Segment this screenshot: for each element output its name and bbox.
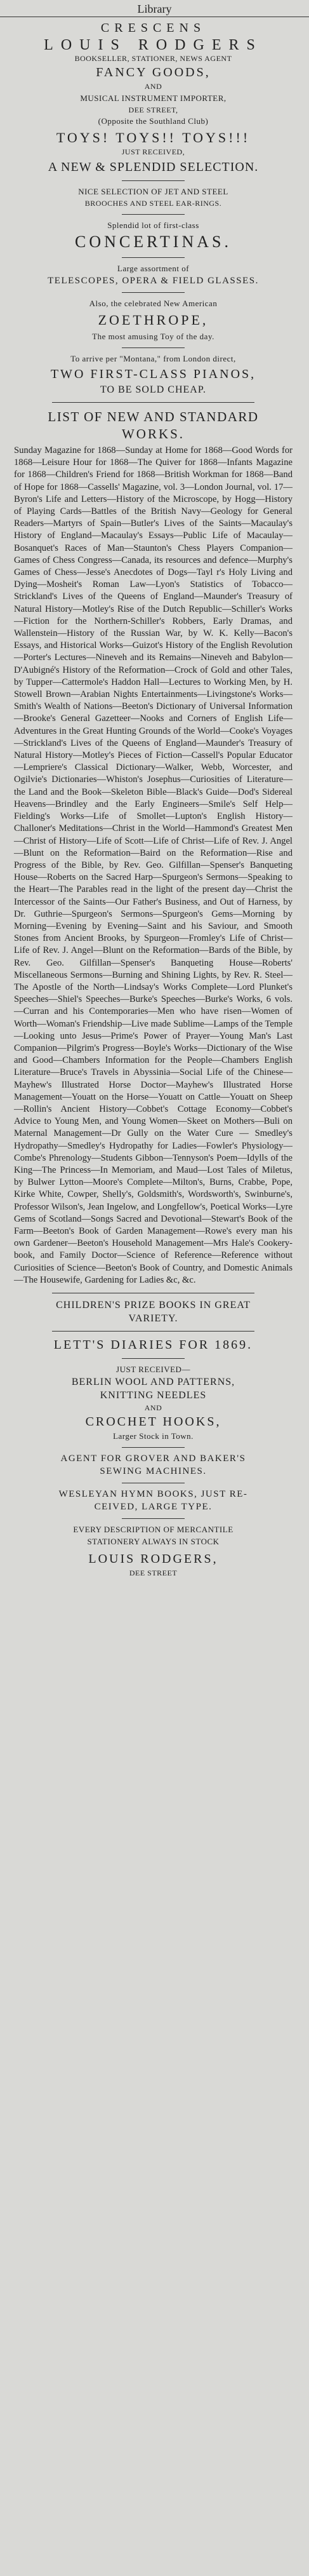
divider <box>122 257 185 258</box>
advertiser-trades: BOOKSELLER, STATIONER, NEWS AGENT <box>74 54 232 63</box>
works-title-line-1: LIST OF NEW AND STANDARD <box>48 409 259 424</box>
hymn-books-line-1: WESLEYAN HYMN BOOKS, JUST RE- <box>58 1489 248 1500</box>
footer-street: DEE STREET <box>129 1568 178 1578</box>
jet-steel-line-2: BROOCHES AND STEEL EAR-RINGS. <box>84 199 222 208</box>
new-selection-heading: A NEW & SPLENDID SELECTION. <box>48 160 259 174</box>
divider <box>122 214 185 215</box>
fancy-goods-heading: FANCY GOODS, <box>96 65 211 79</box>
knitting-needles-heading: KNITTING NEEDLES <box>100 1390 207 1401</box>
crescens-heading: CRESCENS <box>100 21 206 35</box>
works-list: Sunday Magazine for 1868—Sunday at Home for 1868—Good Words for 1868—Leisure Hour for 1868—The Quiver for 1868—Infants Magazine for 1868—Children's Friend for 1868—British Workman for 1868—Band of Hope for 1868—Cassells' Magazine, vol. 3—London Journal, vol. 17—Byron's Life and Letters—History of the Microscope, by Hogg—History of Playing Cards—Battles of the British Navy—Geology for General Readers—Martyrs of Spain—Butler's Lives of the Saints—Macaulay's History of England—Macaulay's Essays—Public Life of Macaulay—Bosanquet's Races of Man—Staunton's Chess Players Companion—Games of Chess Congress—Canada, its resources and defence—Murphy's Games of Chess—Jesse's Anecdotes of Dogs—Tayl r's Holy Living and Dying—Mosheit's Roman Law—Lyon's Statistics of Tobacco—Strickland's Lives of the Queens of England—Maunder's Treasury of Natural History—Motley's Rise of the Dutch Republic—Schiller's Works—Fiction for the Northern-Schiller's Robbers, Early Dramas, and Wallenstein—History of the Russian War, by W. K. Kelly—Bacon's Essays, and Historical Works—Guizot's History of the English Revolution—Porter's Lectures—Nineveh and its Remains—Nineveh and Babylon—D'Aubigné's History of the Reformation—Crock of Gold and other Tales, by Tupper—Cattermole's Haddon Hall—Lectures to Working Men, by H. Stowell Brown—Arabian Nights Entertainments—Livingstone's Works—Smith's Wealth of Nations—Beeton's Dictionary of Universal Information—Brooke's General Gazetteer—Nooks and Corners of English Life—Adventures in the Great Hunting Grounds of the World—Cooke's Voyages—Strickland's Lives of the Queens of England—Maunder's Treasury of Natural History—Motley's Pieces of Fiction—Cassell's Popular Educator—Lempriere's Classical Dictionary—Walker, Webb, Worcester, and Ogilvie's Dictionaries—Whiston's Josephus—Curiosities of Literature—the Land and the Book—Skeleton Bible—Black's Guide—Dod's Sidereal Heavens—Brindley and the Early Engineers—Smile's Self Help—Fielding's Works—Life of Smollet—Lupton's English History—Challoner's Meditations—Christ in the World—Hammond's Greatest Men—Christ of History—Life of Scott—Life of Christ—Life of Rev. J. Angel—Blunt on the Reformation—Baird on the Reformation—Rise and Progress of the Bible, by Rev. Geo. Gilfillan—Spenser's Banqueting House—Roberts on the Sacred Harp—Spurgeon's Sermons—Speaking to the Heart—The Parables read in the light of the present day—Christ the Intercessor of the Saints—Our Father's Business, and Out of Harness, by Dr. Guthrie—Spurgeon's Sermons—Spurgeon's Gems—Morning by Morning—Evening by Evening—Saint and his Saviour, and Smooth Stones from Ancient Brooks, by Spurgeon—Fromley's Life of Christ—Life of Rev. J. Angel—Blunt on the Reformation—Bards of the Bible, by Rev. Geo. Gilfillan—Spenser's Banqueting House—Roberts' Miscellaneous Sermons—Burning and Shining Lights, by Rev. R. Steel—The Apostle of the North—Lindsay's Works Complete—Lord Plunket's Speeches—Shiel's Speeches—Burke's Speeches—Burke's Works, 6 vols.—Curran and his Contemporaries—Men who have risen—Women of Worth—Woman's Friendship—Live made Sublime—Lamps of the Temple—Looking unto Jesus—Prime's Power of Prayer—Young Man's Last Companion—Pilgrim's Progress—Boyle's Works—Dictionary of the Wise and Good—Chambers Information for the People—Chambers English Literature—Bruce's Travels in Abyssinia—Social Life of the Chinese—Mayhew's Illustrated Horse Doctor—Mayhew's Illustrated Horse Management—Youatt on the Horse—Youatt on Cattle—Youatt on Sheep—Rollin's Ancient History—Cobbet's Cottage Economy—Cobbet's Advice to Young Men, and Young Women—Skeet on Mothers—Buli on Maternal Management—Dr Gully on the Water Cure — Smedley's Hydropathy—Smedley's Hydropathy for Ladies—Fowler's Physiology—Combe's Phrenology—Students Gibbon—Tennyson's Poem—Idylls of the King—The Princess—In Memoriam, and Maud—Lost Tales of Miletus, by Bulwer Lytton—Moore's Complete—Milton's, Burns, Crabbe, Pope, Kirke White, Cowper, Shelly's, Goldsmith's, Wordsworth's, Swinburne's, Professor Wilson's, Jean Ingelow, and Longfellow's, Poetical Works—Lyre Gems of Scotland—Songs Sacred and Devotional—Stewart's Book of the Farm—Beeton's Book of Garden Management—Rowe's every man his own Gardener—Beeton's Household Management—Mrs Hale's Cookery-book, and Family Doctor—Science of Reference—Reference without Curiosities of Science—Beeton's Book of Country, and Domestic Animals—The Housewife, Gardening for Ladies &c, &c. <box>14 445 293 1285</box>
hymn-books-line-2: CEIVED, LARGE TYPE. <box>94 1502 213 1513</box>
pianos-intro: To arrive per "Montana," from London direct, <box>70 354 236 363</box>
zoetrope-intro: Also, the celebrated New American <box>89 299 218 308</box>
library-header: Library <box>0 0 309 17</box>
works-title-line-2: WORKS. <box>121 426 185 442</box>
stationery-line-1: EVERY DESCRIPTION OF MERCANTILE <box>73 1525 233 1535</box>
berlin-just-received: JUST RECEIVED— <box>116 1365 190 1375</box>
divider <box>52 1331 254 1332</box>
concertinas-heading: CONCERTINAS. <box>75 233 232 251</box>
shop-address: DEE STREET, <box>128 105 178 114</box>
opposite-club: (Opposite the Southland Club) <box>98 116 209 126</box>
zoetrope-heading: ZOETHROPE, <box>98 312 209 328</box>
divider <box>122 1358 185 1359</box>
prize-books-line-2: VARIETY. <box>128 1313 178 1325</box>
divider <box>122 292 185 293</box>
telescopes-heading: TELESCOPES, OPERA & FIELD GLASSES. <box>48 276 259 286</box>
and-connector: AND <box>144 82 162 91</box>
footer-name: LOUIS RODGERS, <box>88 1552 218 1567</box>
berlin-wool-heading: BERLIN WOOL AND PATTERNS, <box>71 1377 235 1388</box>
crochet-hooks-heading: CROCHET HOOKS, <box>85 1415 221 1429</box>
agent-line-1: AGENT FOR GROVER AND BAKER'S <box>60 1453 246 1464</box>
telescopes-intro: Large assortment of <box>117 264 190 273</box>
divider <box>122 180 185 181</box>
divider <box>122 1447 185 1448</box>
divider <box>122 1518 185 1519</box>
advertiser-name: LOUIS RODGERS <box>44 37 263 53</box>
stationery-line-2: STATIONERY ALWAYS IN STOCK <box>87 1537 220 1547</box>
pianos-sold: TO BE SOLD CHEAP. <box>100 384 206 395</box>
concertinas-intro: Splendid lot of first-class <box>107 220 199 230</box>
stock-note: Larger Stock in Town. <box>113 1431 194 1441</box>
and-connector-2: AND <box>144 1403 162 1413</box>
jet-steel-line-1: NICE SELECTION OF JET AND STEEL <box>78 187 228 196</box>
agent-line-2: SEWING MACHINES. <box>100 1466 207 1477</box>
toys-heading: TOYS! TOYS!! TOYS!!! <box>56 130 251 145</box>
pianos-heading: TWO FIRST-CLASS PIANOS, <box>50 367 256 381</box>
divider <box>52 402 254 403</box>
diaries-heading: LETT'S DIARIES FOR 1869. <box>53 1338 253 1352</box>
divider <box>122 347 185 348</box>
zoetrope-note: The most amusing Toy of the day. <box>92 332 214 341</box>
just-received-label: JUST RECEIVED, <box>121 147 185 156</box>
prize-books-line-1: CHILDREN'S PRIZE BOOKS IN GREAT <box>56 1300 251 1311</box>
musical-importer: MUSICAL INSTRUMENT IMPORTER, <box>80 93 227 103</box>
